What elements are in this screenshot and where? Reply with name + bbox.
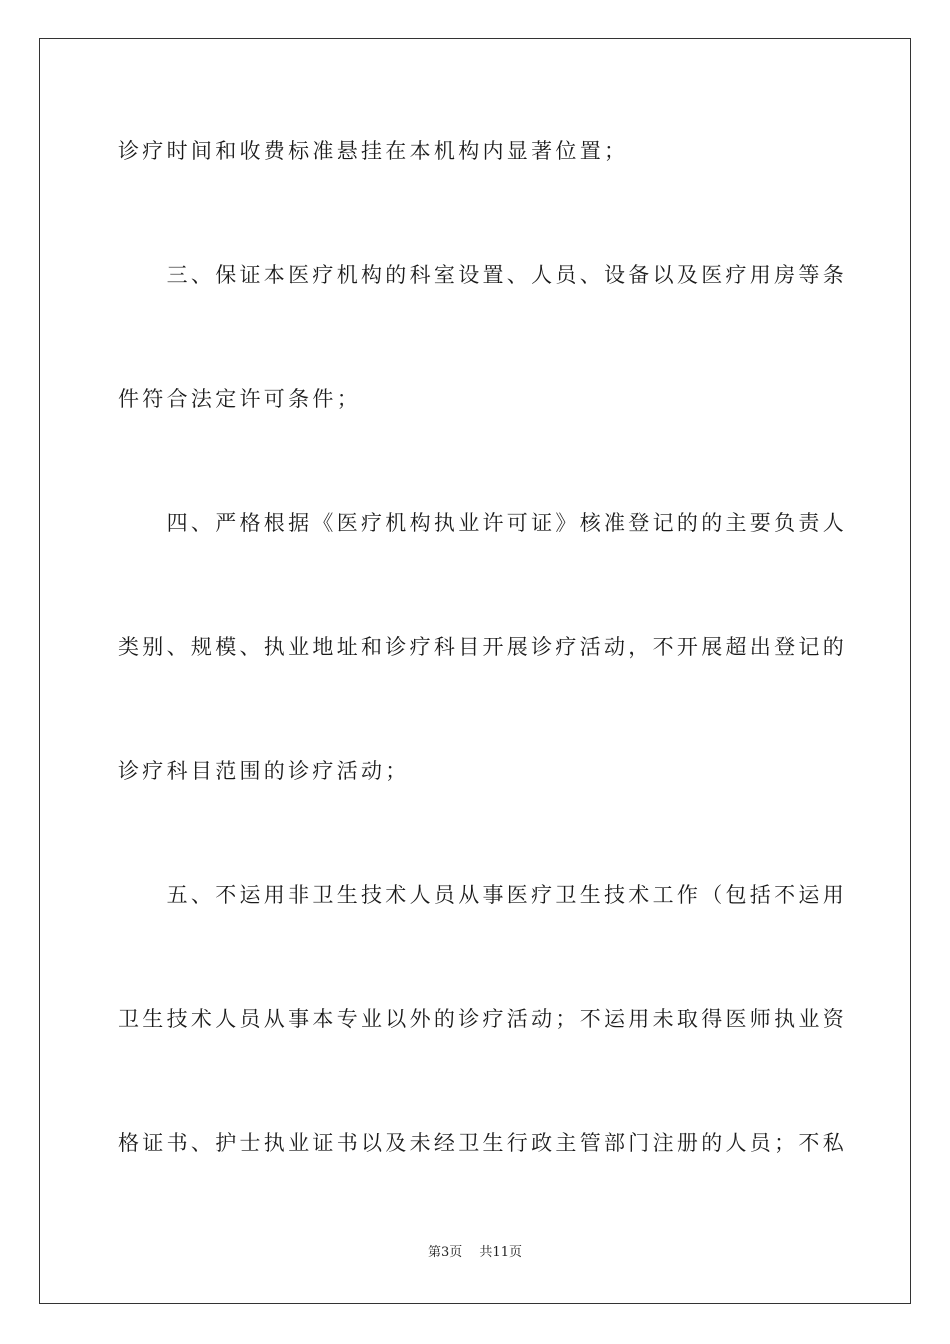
body-text-line: 三、保证本医疗机构的科室设置、人员、设备以及医疗用房等条 (118, 263, 847, 287)
body-text-line: 五、不运用非卫生技术人员从事医疗卫生技术工作（包括不运用 (118, 883, 847, 907)
body-text-line: 格证书、护士执业证书以及未经卫生行政主管部门注册的人员；不私 (118, 1131, 847, 1155)
page-number-footer: 第3页 共11页 (428, 1245, 522, 1260)
body-text-line: 四、严格根据《医疗机构执业许可证》核准登记的的主要负责人 (118, 511, 847, 535)
body-text-line: 类别、规模、执业地址和诊疗科目开展诊疗活动，不开展超出登记的 (118, 635, 847, 659)
body-text-line: 件符合法定许可条件； (118, 387, 361, 411)
body-text-line: 诊疗科目范围的诊疗活动； (118, 759, 410, 783)
body-text-line: 诊疗时间和收费标准悬挂在本机构内显著位置； (118, 139, 629, 163)
body-text-line: 卫生技术人员从事本专业以外的诊疗活动；不运用未取得医师执业资 (118, 1007, 847, 1031)
page-border (39, 38, 911, 1304)
